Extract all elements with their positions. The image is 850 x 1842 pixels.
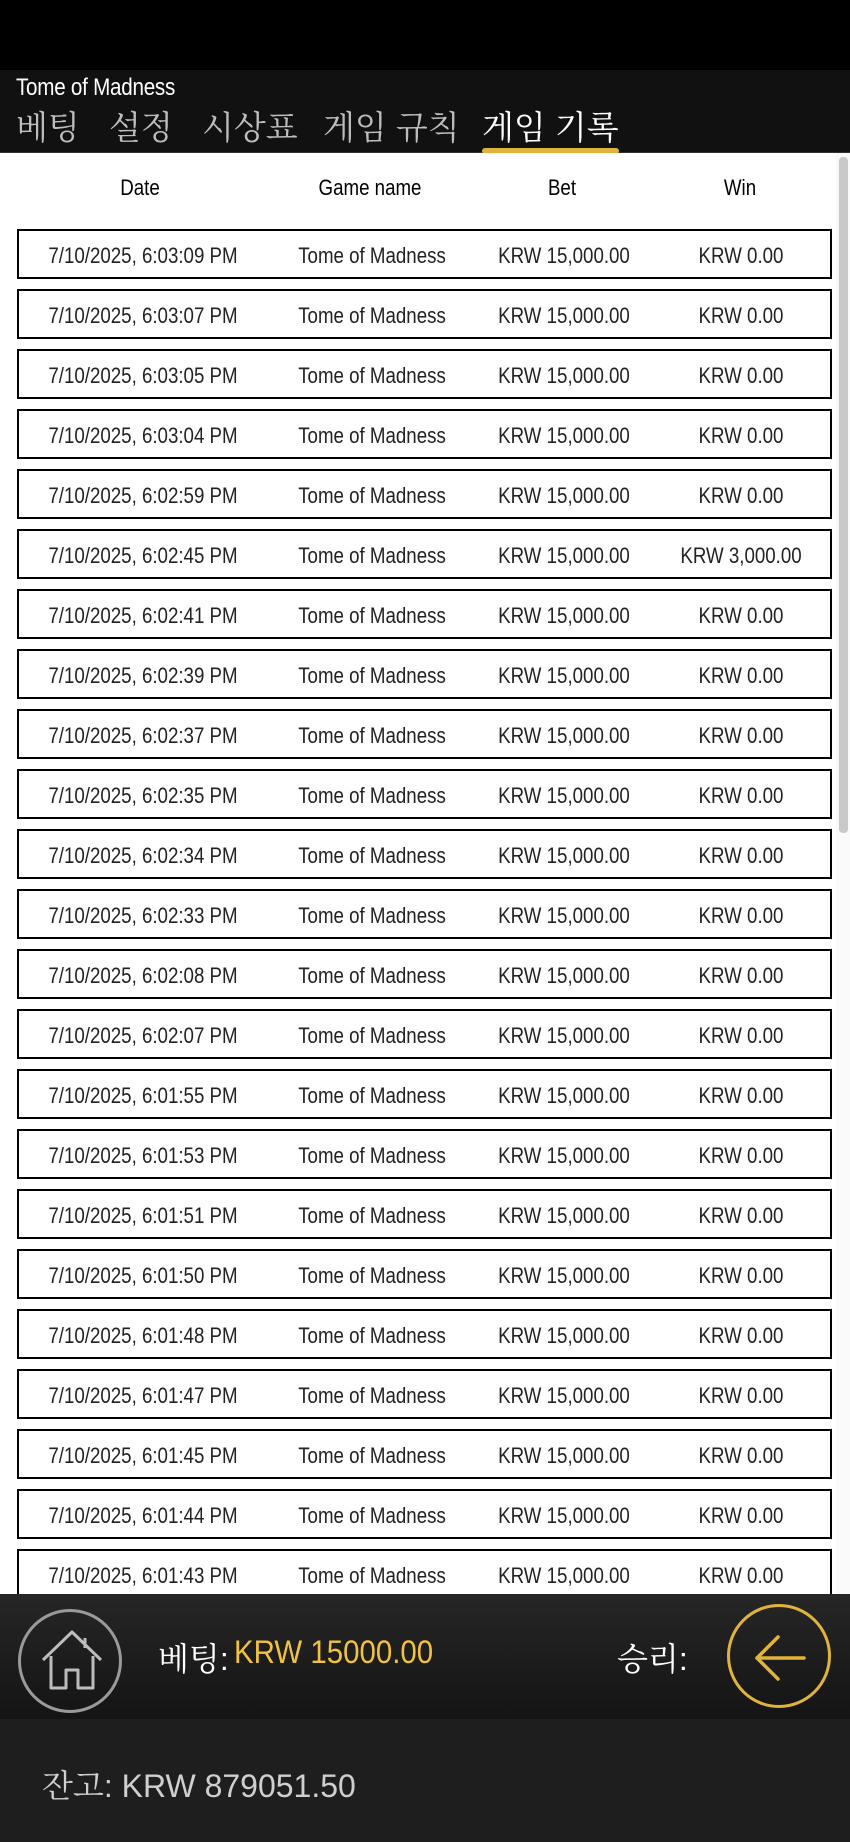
history-table-header <box>0 153 836 226</box>
tab-label: 베팅 <box>16 109 80 146</box>
cell-win: KRW 0.00 <box>698 303 784 328</box>
cell-bet: KRW 15,000.00 <box>498 1203 630 1228</box>
cell-bet: KRW 15,000.00 <box>498 1083 630 1108</box>
cell-date: 7/10/2025, 6:02:37 PM <box>48 723 238 748</box>
cell-bet: KRW 15,000.00 <box>498 1323 630 1348</box>
home-button[interactable] <box>18 1609 122 1713</box>
cell-game-name: Tome of Madness <box>298 783 446 808</box>
tab-label: 설정 <box>109 109 173 146</box>
cell-bet: KRW 15,000.00 <box>498 723 630 748</box>
cell-bet: KRW 15,000.00 <box>498 1143 630 1168</box>
cell-game-name: Tome of Madness <box>298 1083 446 1108</box>
cell-game-name: Tome of Madness <box>298 363 446 388</box>
cell-bet: KRW 15,000.00 <box>498 1443 630 1468</box>
cell-date: 7/10/2025, 6:01:53 PM <box>48 1143 238 1168</box>
cell-date: 7/10/2025, 6:02:08 PM <box>48 963 238 988</box>
cell-win: KRW 0.00 <box>698 1383 784 1408</box>
history-row[interactable] <box>17 1429 832 1479</box>
cell-win: KRW 0.00 <box>698 903 784 928</box>
tab-game-history[interactable] <box>482 108 619 148</box>
cell-date: 7/10/2025, 6:01:51 PM <box>48 1203 238 1228</box>
cell-game-name: Tome of Madness <box>298 1023 446 1048</box>
history-row[interactable] <box>17 1189 832 1239</box>
cell-date: 7/10/2025, 6:01:45 PM <box>48 1443 238 1468</box>
tab-bar <box>0 106 850 153</box>
cell-bet: KRW 15,000.00 <box>498 1383 630 1408</box>
cell-date: 7/10/2025, 6:02:35 PM <box>48 783 238 808</box>
cell-date: 7/10/2025, 6:03:05 PM <box>48 363 238 388</box>
cell-win: KRW 0.00 <box>698 663 784 688</box>
history-row[interactable] <box>17 709 832 759</box>
cell-bet: KRW 15,000.00 <box>498 483 630 508</box>
cell-date: 7/10/2025, 6:03:09 PM <box>48 243 238 268</box>
cell-game-name: Tome of Madness <box>298 483 446 508</box>
cell-date: 7/10/2025, 6:02:34 PM <box>48 843 238 868</box>
history-row[interactable] <box>17 1369 832 1419</box>
cell-win: KRW 0.00 <box>698 723 784 748</box>
balance-display: 잔고: KRW 879051.50 <box>42 1768 356 1804</box>
cell-date: 7/10/2025, 6:01:48 PM <box>48 1323 238 1348</box>
cell-win: KRW 0.00 <box>698 1023 784 1048</box>
history-row[interactable] <box>17 469 832 519</box>
cell-bet: KRW 15,000.00 <box>498 903 630 928</box>
column-header-game-name: Game name <box>318 175 422 200</box>
history-row[interactable] <box>17 1549 832 1594</box>
scrollbar-thumb[interactable] <box>839 157 848 833</box>
cell-game-name: Tome of Madness <box>298 603 446 628</box>
cell-game-name: Tome of Madness <box>298 723 446 748</box>
cell-date: 7/10/2025, 6:03:04 PM <box>48 423 238 448</box>
cell-win: KRW 0.00 <box>698 1143 784 1168</box>
history-row[interactable] <box>17 229 832 279</box>
cell-game-name: Tome of Madness <box>298 903 446 928</box>
cell-date: 7/10/2025, 6:01:50 PM <box>48 1263 238 1288</box>
game-title: Tome of Madness <box>16 74 176 101</box>
cell-game-name: Tome of Madness <box>298 303 446 328</box>
cell-bet: KRW 15,000.00 <box>498 783 630 808</box>
cell-date: 7/10/2025, 6:02:33 PM <box>48 903 238 928</box>
cell-game-name: Tome of Madness <box>298 1203 446 1228</box>
cell-bet: KRW 15,000.00 <box>498 363 630 388</box>
cell-date: 7/10/2025, 6:01:55 PM <box>48 1083 238 1108</box>
cell-bet: KRW 15,000.00 <box>498 843 630 868</box>
cell-win: KRW 0.00 <box>698 1203 784 1228</box>
history-row[interactable] <box>17 649 832 699</box>
history-row[interactable] <box>17 1249 832 1299</box>
cell-game-name: Tome of Madness <box>298 1383 446 1408</box>
title-bar <box>0 70 850 106</box>
cell-win: KRW 0.00 <box>698 1263 784 1288</box>
column-header-bet: Bet <box>547 175 577 200</box>
cell-game-name: Tome of Madness <box>298 1503 446 1528</box>
cell-win: KRW 3,000.00 <box>680 543 802 568</box>
cell-date: 7/10/2025, 6:02:39 PM <box>48 663 238 688</box>
cell-date: 7/10/2025, 6:02:45 PM <box>48 543 238 568</box>
history-row[interactable] <box>17 1309 832 1359</box>
control-bar <box>0 1594 850 1719</box>
cell-win: KRW 0.00 <box>698 1503 784 1528</box>
tab-label: 게임 기록 <box>482 109 619 146</box>
cell-game-name: Tome of Madness <box>298 963 446 988</box>
history-row[interactable] <box>17 289 832 339</box>
tab-label: 시상표 <box>202 109 298 146</box>
cell-game-name: Tome of Madness <box>298 543 446 568</box>
cell-bet: KRW 15,000.00 <box>498 1263 630 1288</box>
cell-bet: KRW 15,000.00 <box>498 1023 630 1048</box>
tab-bet[interactable] <box>16 108 80 148</box>
cell-game-name: Tome of Madness <box>298 1143 446 1168</box>
cell-win: KRW 0.00 <box>698 1323 784 1348</box>
history-row[interactable] <box>17 829 832 879</box>
cell-win: KRW 0.00 <box>698 1083 784 1108</box>
cell-game-name: Tome of Madness <box>298 663 446 688</box>
history-row[interactable] <box>17 409 832 459</box>
cell-bet: KRW 15,000.00 <box>498 603 630 628</box>
cell-win: KRW 0.00 <box>698 363 784 388</box>
cell-date: 7/10/2025, 6:02:07 PM <box>48 1023 238 1048</box>
win-label: 승리: <box>617 1641 688 1677</box>
column-header-date: Date <box>120 175 160 200</box>
cell-win: KRW 0.00 <box>698 1443 784 1468</box>
balance-bar <box>0 1719 850 1842</box>
cell-win: KRW 0.00 <box>698 843 784 868</box>
cell-win: KRW 0.00 <box>698 243 784 268</box>
history-row[interactable] <box>17 1009 832 1059</box>
cell-bet: KRW 15,000.00 <box>498 243 630 268</box>
column-header-win: Win <box>723 175 757 200</box>
history-row[interactable] <box>17 1489 832 1539</box>
history-row[interactable] <box>17 1129 832 1179</box>
history-panel[interactable] <box>0 153 850 1594</box>
cell-win: KRW 0.00 <box>698 963 784 988</box>
cell-bet: KRW 15,000.00 <box>498 963 630 988</box>
cell-bet: KRW 15,000.00 <box>498 1563 630 1588</box>
cell-bet: KRW 15,000.00 <box>498 663 630 688</box>
cell-win: KRW 0.00 <box>698 483 784 508</box>
tab-label: 게임 규칙 <box>323 109 460 146</box>
cell-bet: KRW 15,000.00 <box>498 543 630 568</box>
tab-paytable[interactable] <box>202 108 298 148</box>
history-row[interactable] <box>17 949 832 999</box>
cell-game-name: Tome of Madness <box>298 1563 446 1588</box>
tab-settings[interactable] <box>109 108 173 148</box>
cell-date: 7/10/2025, 6:03:07 PM <box>48 303 238 328</box>
cell-win: KRW 0.00 <box>698 423 784 448</box>
history-row[interactable] <box>17 349 832 399</box>
back-button[interactable] <box>727 1604 831 1708</box>
cell-win: KRW 0.00 <box>698 783 784 808</box>
cell-date: 7/10/2025, 6:01:47 PM <box>48 1383 238 1408</box>
cell-game-name: Tome of Madness <box>298 1323 446 1348</box>
tab-game-rules[interactable] <box>323 108 460 148</box>
history-row[interactable] <box>17 1069 832 1119</box>
history-row[interactable] <box>17 889 832 939</box>
arrow-left-icon <box>752 1633 808 1683</box>
history-row[interactable] <box>17 529 832 579</box>
cell-date: 7/10/2025, 6:02:41 PM <box>48 603 238 628</box>
scrollbar[interactable] <box>836 153 850 1594</box>
cell-game-name: Tome of Madness <box>298 243 446 268</box>
cell-win: KRW 0.00 <box>698 1563 784 1588</box>
cell-date: 7/10/2025, 6:01:43 PM <box>48 1563 238 1588</box>
history-row[interactable] <box>17 589 832 639</box>
history-row[interactable] <box>17 769 832 819</box>
cell-game-name: Tome of Madness <box>298 1443 446 1468</box>
home-icon <box>39 1628 105 1692</box>
cell-game-name: Tome of Madness <box>298 843 446 868</box>
cell-game-name: Tome of Madness <box>298 1263 446 1288</box>
cell-game-name: Tome of Madness <box>298 423 446 448</box>
bet-amount: KRW 15000.00 <box>234 1634 434 1670</box>
cell-win: KRW 0.00 <box>698 603 784 628</box>
cell-date: 7/10/2025, 6:01:44 PM <box>48 1503 238 1528</box>
cell-bet: KRW 15,000.00 <box>498 1503 630 1528</box>
cell-bet: KRW 15,000.00 <box>498 303 630 328</box>
cell-bet: KRW 15,000.00 <box>498 423 630 448</box>
bet-label: 베팅: <box>158 1641 229 1677</box>
cell-date: 7/10/2025, 6:02:59 PM <box>48 483 238 508</box>
